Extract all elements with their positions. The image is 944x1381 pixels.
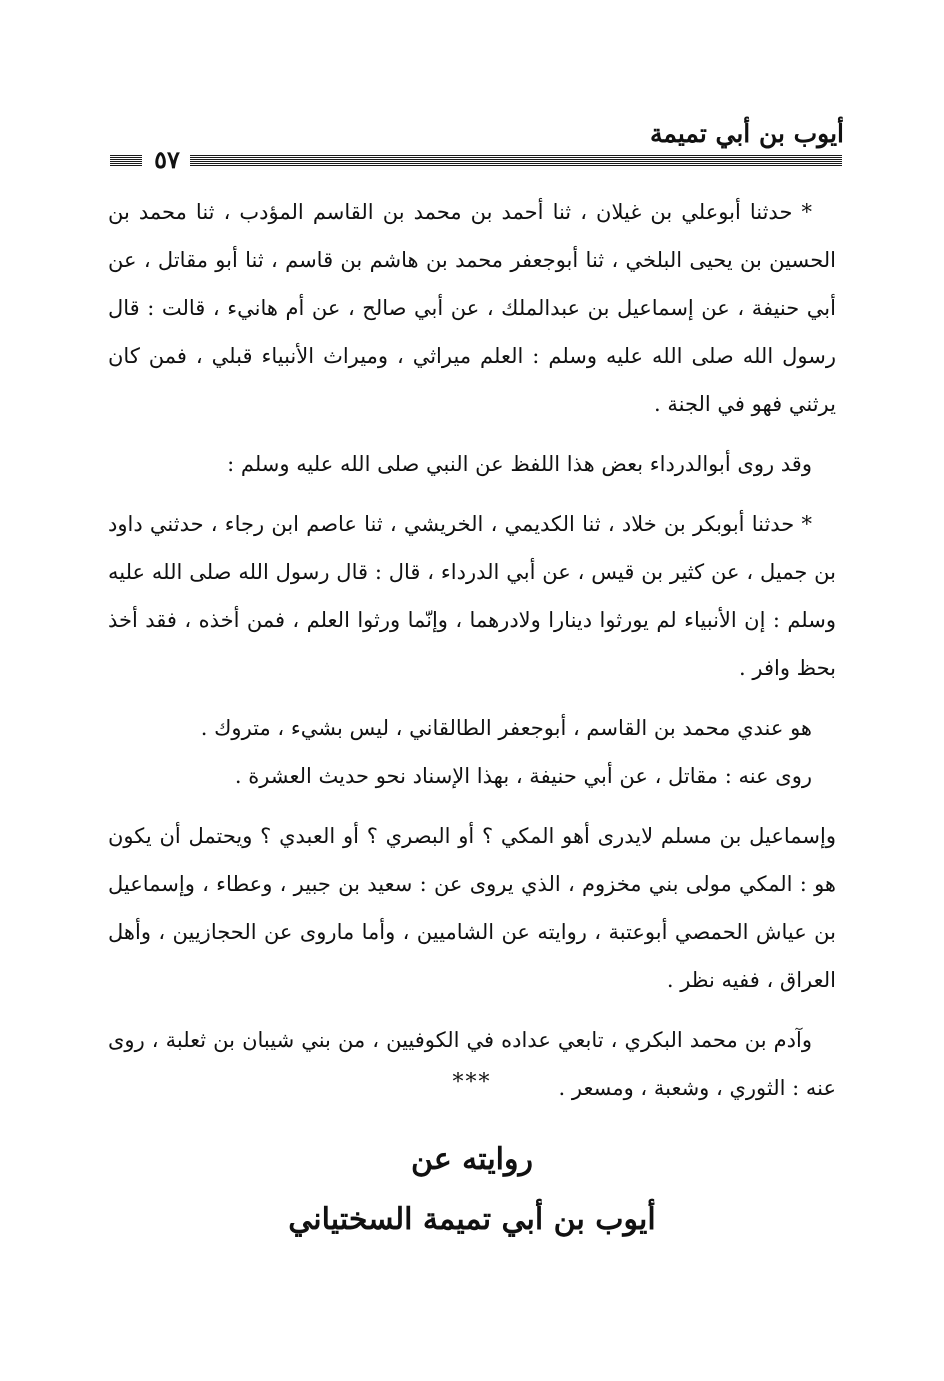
header-rule — [110, 145, 842, 174]
paragraph-abu-darda-intro: وقد روى أبوالدرداء بعض هذا اللفظ عن النبي صلى الله عليه وسلم : — [227, 452, 812, 476]
section-heading-line-1: روايته عن — [411, 1142, 533, 1177]
running-header-title: أيوب بن أبي تميمة — [649, 119, 844, 148]
paragraph-hadith-2: * حدثنا أبوبكر بن خلاد ، ثنا الكديمي ، الخريشي ، ثنا عاصم ابن رجاء ، حدثني داود بن جميل ، عن كثير بن قيس ، عن أبي الدرداء ، قال : قال رسول الله صلى الله عليه وسلم : إن الأنبياء لم يورثوا دينارا ولادرهما ، وإنّما ورثوا العلم ، فمن أخذه ، فقد أخذ بحظ وافر . — [108, 512, 836, 680]
page-number: ٥٧ — [154, 145, 180, 174]
body-text — [108, 188, 836, 1112]
paragraph-hadith-1: * حدثنا أبوعلي بن غيلان ، ثنا أحمد بن محمد بن القاسم المؤدب ، ثنا محمد بن الحسين بن يحيى البلخي ، ثنا أبوجعفر محمد بن هاشم بن قاسم ، ثنا أبو مقاتل ، عن أبي حنيفة ، عن إسماعيل بن عبدالملك ، عن أبي صالح ، عن أم هانيء ، قالت : قال رسول الله صلى الله عليه وسلم : العلم ميراثي ، وميراث الأنبياء قبلي ، فمن كان يرثني فهو في الجنة . — [108, 200, 836, 416]
paragraph-ismail-note: وإسماعيل بن مسلم لايدرى أهو المكي ؟ أو البصري ؟ أو العبدي ؟ ويحتمل أن يكون هو : المكي مولى بني مخزوم ، الذي يروى عن : سعيد بن جبير ، وعطاء ، وإسماعيل بن عياش الحمصي أبوعتبة ، روايته عن الشاميين ، وأما ماروى عن الحجازيين ، وأهل العراق ، ففيه نظر . — [108, 824, 836, 992]
section-heading-line-2: أيوب بن أبي تميمة السختياني — [288, 1202, 656, 1237]
header-rule-right-bar — [190, 155, 842, 166]
paragraph-transmission-note: روى عنه : مقاتل ، عن أبي حنيفة ، بهذا الإسناد نحو حديث العشرة . — [234, 764, 812, 788]
section-separator: *** — [452, 1070, 492, 1095]
paragraph-narrator-note: هو عندي محمد بن القاسم ، أبوجعفر الطالقاني ، ليس بشيء ، متروك . — [200, 716, 812, 740]
paragraph-adam-note: وآدم بن محمد البكري ، تابعي عداده في الكوفيين ، من بني شيبان بن ثعلبة ، روى عنه : الثوري ، وشعبة ، ومسعر . — [108, 1028, 836, 1100]
header-rule-left-bar — [110, 155, 142, 166]
